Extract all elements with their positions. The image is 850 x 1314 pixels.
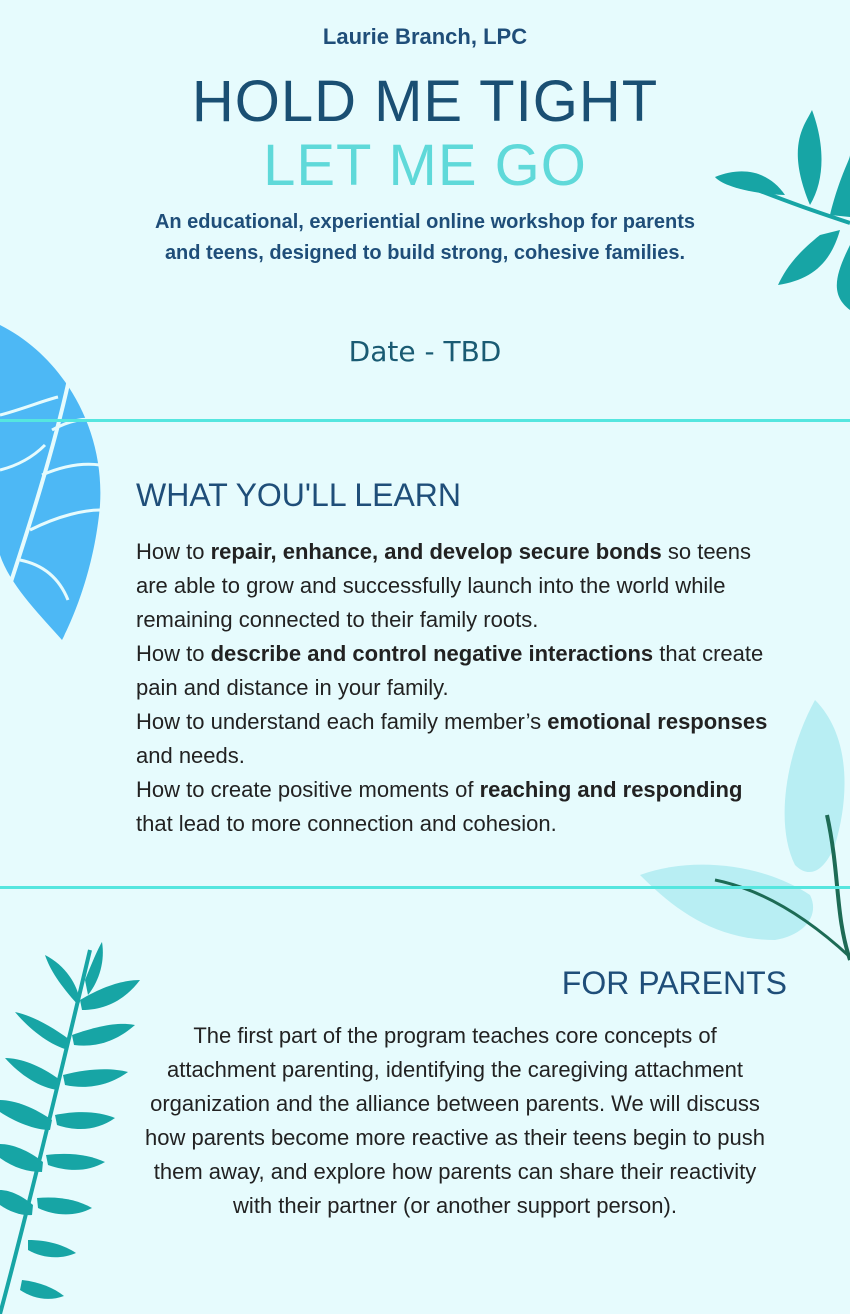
learn-item: How to create positive moments of reaching and responding that lead to more connection and cohesion. [136, 777, 743, 836]
parents-section-title: FOR PARENTS [561, 965, 787, 1001]
learn-list [136, 535, 776, 841]
workshop-subtitle: An educational, experiential online workshop for parents and teens, designed to build strong, cohesive families. [154, 211, 696, 264]
title-line-1: HOLD ME TIGHT [191, 69, 659, 134]
event-date: Date - TBD [348, 335, 502, 368]
divider-middle [0, 886, 850, 889]
learn-item: How to repair, enhance, and develop secure bonds so teens are able to grow and successfully launch into the world while remaining connected to their family roots. [136, 539, 752, 632]
learn-item: How to understand each family member’s emotional responses and needs. [136, 709, 768, 768]
learn-section-title: WHAT YOU'LL LEARN [136, 477, 462, 513]
author-name: Laurie Branch, LPC [322, 24, 528, 49]
divider-top [0, 419, 850, 422]
title-line-2: LET ME GO [263, 133, 587, 198]
learn-item: How to describe and control negative interactions that create pain and distance in your family. [136, 641, 764, 700]
parents-description: The first part of the program teaches core concepts of attachment parenting, identifying the caregiving attachment organization and the alliance between parents. We will discuss how parents become more reactive as their teens begin to push them away, and explore how parents can share their reactivity with their partner (or another support person). [144, 1023, 766, 1218]
